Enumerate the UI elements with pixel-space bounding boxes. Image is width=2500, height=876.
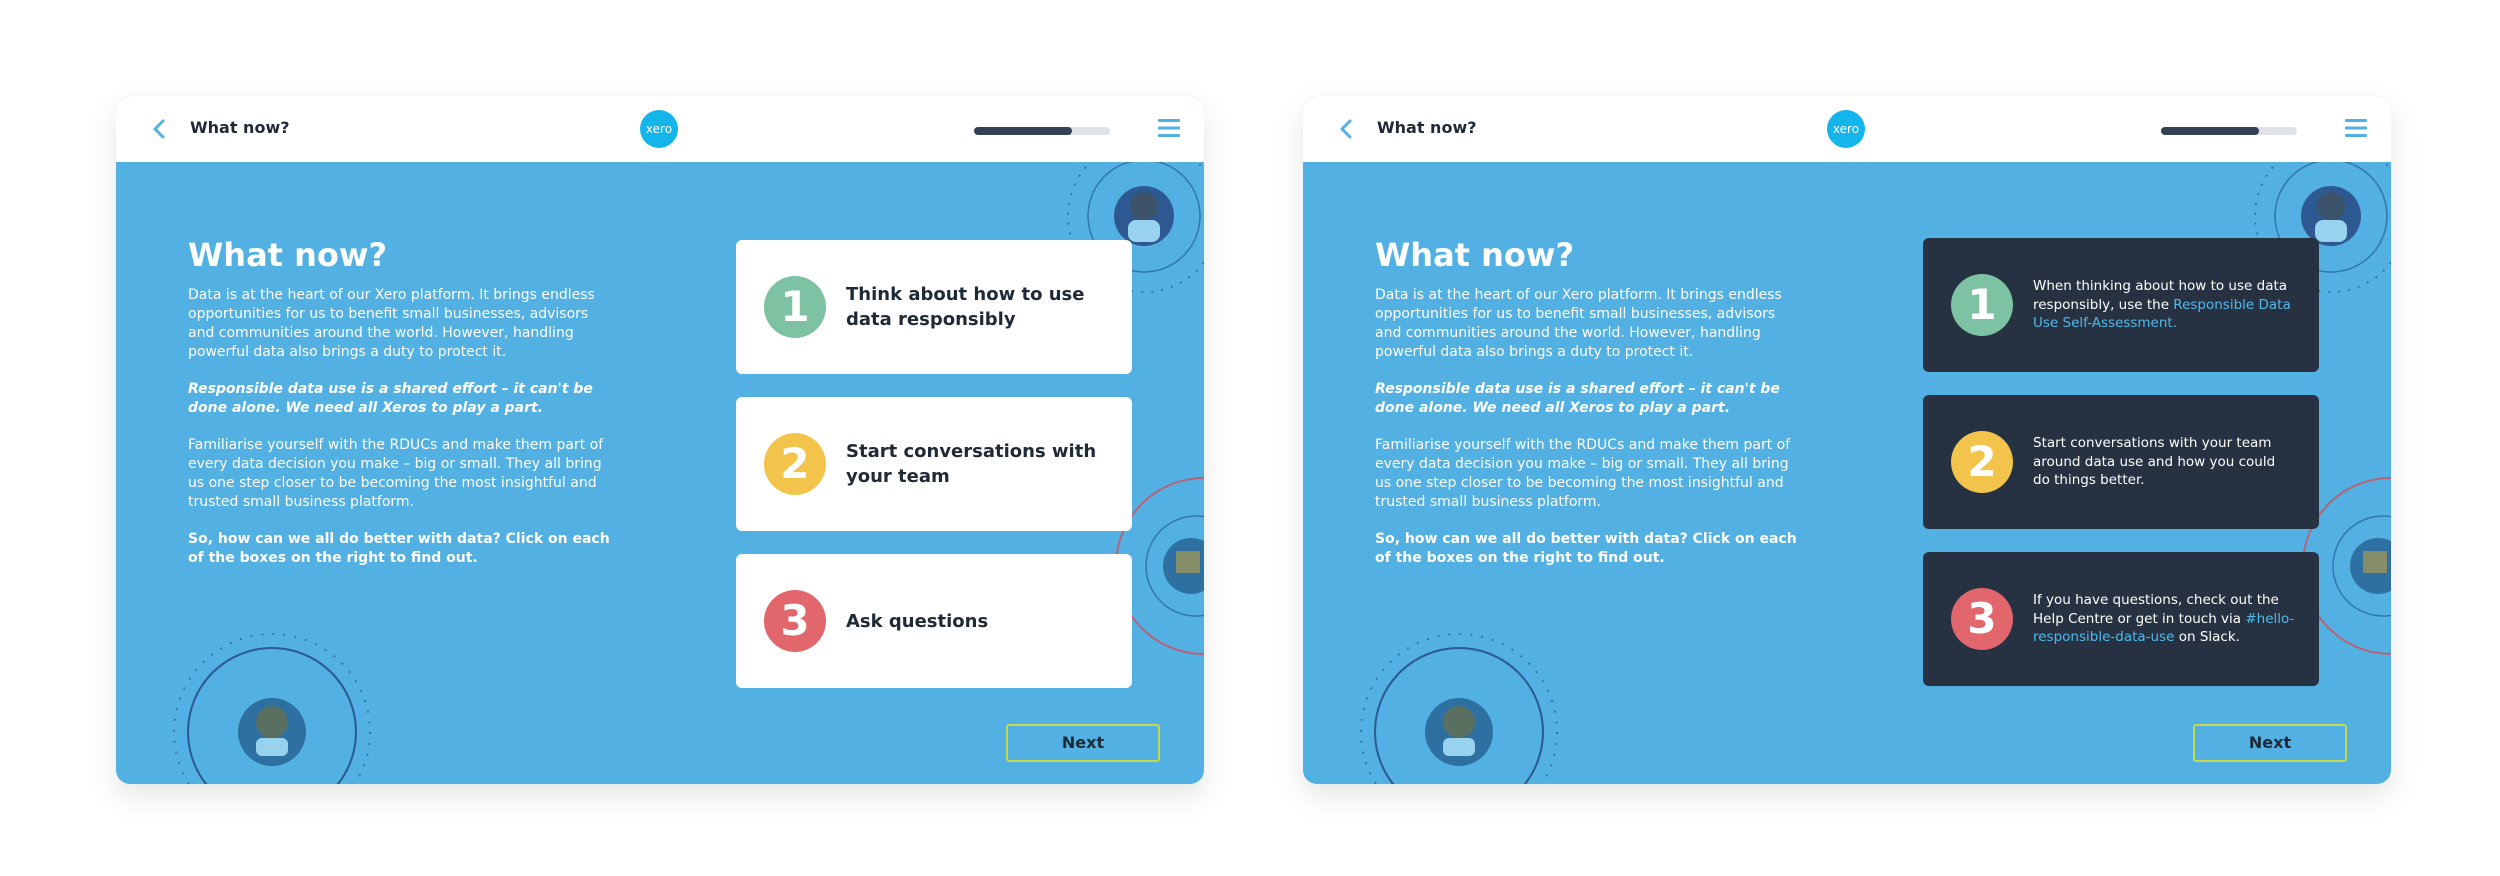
progress-bar (974, 127, 1110, 135)
top-bar (116, 96, 1204, 162)
progress-bar (2161, 127, 2297, 135)
intro-paragraph: Data is at the heart of our Xero platform. It brings endless opportunities for us to benefit small businesses, advisors and communities around the world. However, handling powerful data also brings a duty to protect it. (188, 287, 595, 360)
card-heading: Start conversations with your team (846, 441, 1097, 487)
xero-logo: xero (1827, 110, 1865, 148)
card-description (2033, 238, 2295, 372)
slack-channel-link[interactable]: #hello-responsible-data-use (2033, 610, 2295, 646)
card-ask-questions-expanded[interactable] (1923, 552, 2319, 686)
hamburger-menu-icon (2345, 118, 2367, 138)
rducs-paragraph: Familiarise yourself with the RDUCs and make them part of every data decision you make – big or small. They all bring us one step closer to be becoming the most insightful and trusted small business platform. (1375, 437, 1791, 510)
menu-button[interactable] (1158, 118, 1180, 138)
slide-right (1303, 96, 2391, 784)
intro-paragraph: Data is at the heart of our Xero platform. It brings endless opportunities for us to benefit small businesses, advisors and communities around the world. However, handling powerful data also brings a duty to protect it. (1375, 287, 1782, 360)
card-description (2033, 395, 2295, 529)
card-heading: Think about how to use data responsibly (846, 284, 1085, 330)
shared-effort-paragraph: Responsible data use is a shared effort – it can't be done alone. We need all Xeros to play a part. (188, 381, 593, 416)
card-text-before: If you have questions, check out the Help Centre or get in touch via (2033, 592, 2279, 627)
card-ask-questions[interactable] (736, 554, 1132, 688)
step-number-badge: 1 (1951, 274, 2013, 336)
step-number-badge: 3 (1951, 588, 2013, 650)
xero-logo: xero (640, 110, 678, 148)
slide-left (116, 96, 1204, 784)
page-title: What now? (1375, 236, 1574, 274)
card-text-after: on Slack. (2174, 629, 2240, 646)
call-to-action-paragraph: So, how can we all do better with data? Click on each of the boxes on the right to find out. (1375, 531, 1797, 566)
card-start-conversations-expanded[interactable] (1923, 395, 2319, 529)
back-button[interactable] (1335, 117, 1359, 141)
menu-button[interactable] (2345, 118, 2367, 138)
progress-bar-fill (974, 127, 1072, 135)
card-text-before: When thinking about how to use data responsibly, use the (2033, 278, 2288, 313)
hamburger-menu-icon (1158, 118, 1180, 138)
card-description (2033, 552, 2295, 686)
step-number-badge: 2 (764, 433, 826, 495)
avatar-illustration-bottom-left (174, 634, 370, 784)
next-button[interactable]: Next (2193, 724, 2347, 762)
progress-bar-fill (2161, 127, 2259, 135)
intro-content (188, 236, 618, 586)
card-think-responsibly[interactable] (736, 240, 1132, 374)
card-think-responsibly-expanded[interactable] (1923, 238, 2319, 372)
chevron-left-icon (1335, 117, 1359, 141)
back-button[interactable] (148, 117, 172, 141)
step-number-badge: 3 (764, 590, 826, 652)
avatar-illustration-bottom-left (1361, 634, 1557, 784)
card-start-conversations[interactable] (736, 397, 1132, 531)
rducs-paragraph: Familiarise yourself with the RDUCs and make them part of every data decision you make – big or small. They all bring us one step closer to be becoming the most insightful and trusted small business platform. (188, 437, 604, 510)
next-button[interactable]: Next (1006, 724, 1160, 762)
intro-content (1375, 236, 1805, 586)
card-text-before: Start conversations with your team around data use and how you could do things better. (2033, 435, 2276, 489)
shared-effort-paragraph: Responsible data use is a shared effort – it can't be done alone. We need all Xeros to play a part. (1375, 381, 1780, 416)
top-bar-title: What now? (1377, 118, 1477, 137)
step-number-badge: 1 (764, 276, 826, 338)
top-bar (1303, 96, 2391, 162)
call-to-action-paragraph: So, how can we all do better with data? Click on each of the boxes on the right to find out. (188, 531, 610, 566)
card-heading: Ask questions (846, 610, 989, 632)
top-bar-title: What now? (190, 118, 290, 137)
chevron-left-icon (148, 117, 172, 141)
step-number-badge: 2 (1951, 431, 2013, 493)
self-assessment-link[interactable]: Responsible Data Use Self-Assessment. (2033, 296, 2291, 332)
page-title: What now? (188, 236, 387, 274)
